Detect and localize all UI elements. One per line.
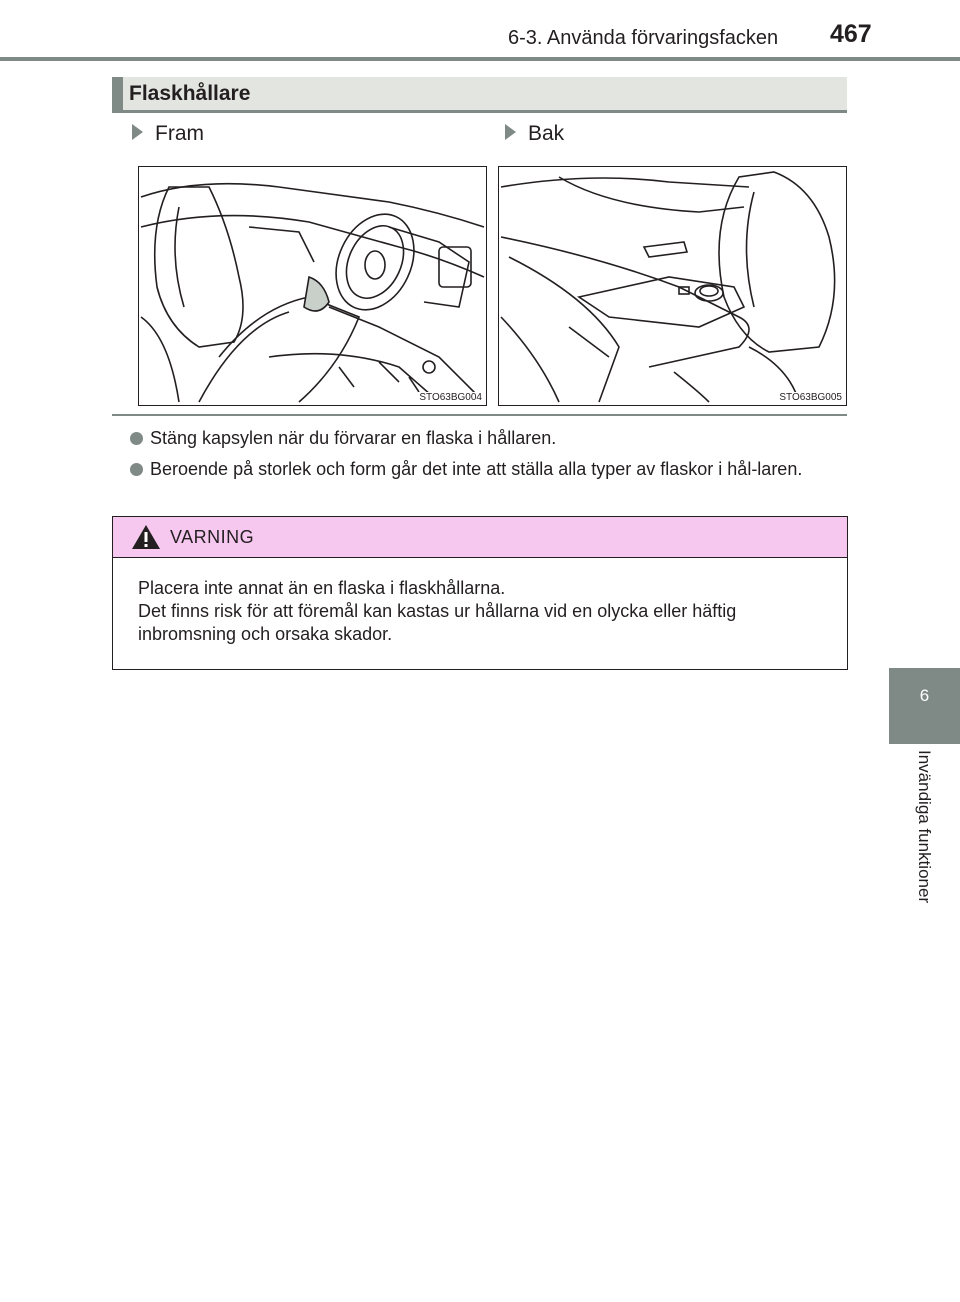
header-divider bbox=[0, 57, 960, 61]
warning-title: VARNING bbox=[170, 527, 255, 547]
warning-body bbox=[138, 577, 838, 646]
image-code: STO63BG005 bbox=[779, 392, 842, 403]
section-heading bbox=[112, 77, 847, 113]
bullet-text: Stäng kapsylen när du förvarar en flaska i hållaren. bbox=[150, 428, 557, 448]
warning-line: Det finns risk för att föremål kan kastas ur hållarna vid en olycka eller häftig inbromsning och orsaka skador. bbox=[138, 601, 737, 644]
rear-bottle-holder-illustration bbox=[498, 166, 847, 406]
chapter-header-title: 6-3. Använda förvaringsfacken bbox=[508, 27, 779, 49]
page-number: 467 bbox=[830, 20, 872, 48]
bullet-text: Beroende på storlek och form går det inte att ställa alla typer av flaskor i hål-laren. bbox=[150, 459, 803, 479]
bullet-item bbox=[130, 456, 865, 482]
front-bottle-holder-illustration bbox=[138, 166, 487, 406]
view-label-text: Fram bbox=[155, 122, 204, 145]
triangle-bullet-icon bbox=[505, 124, 516, 140]
warning-header bbox=[113, 517, 847, 558]
warning-line: Placera inte annat än en flaska i flaskhållarna. bbox=[138, 578, 506, 598]
bullet-dot-icon bbox=[130, 463, 143, 476]
warning-triangle-icon bbox=[131, 524, 161, 550]
chapter-number: 6 bbox=[919, 686, 930, 705]
view-label-rear bbox=[505, 122, 564, 146]
image-code: STO63BG004 bbox=[419, 392, 482, 403]
chapter-tab[interactable] bbox=[889, 668, 960, 744]
chapter-label: Invändiga funktioner bbox=[915, 750, 934, 904]
view-label-front bbox=[132, 122, 204, 146]
bullet-dot-icon bbox=[130, 432, 143, 445]
warning-box bbox=[112, 516, 848, 670]
bullet-item bbox=[130, 425, 865, 451]
section-divider bbox=[112, 414, 847, 416]
view-label-text: Bak bbox=[528, 122, 565, 145]
triangle-bullet-icon bbox=[132, 124, 143, 140]
section-heading-bar bbox=[112, 77, 123, 113]
section-heading-text: Flaskhållare bbox=[129, 82, 251, 105]
